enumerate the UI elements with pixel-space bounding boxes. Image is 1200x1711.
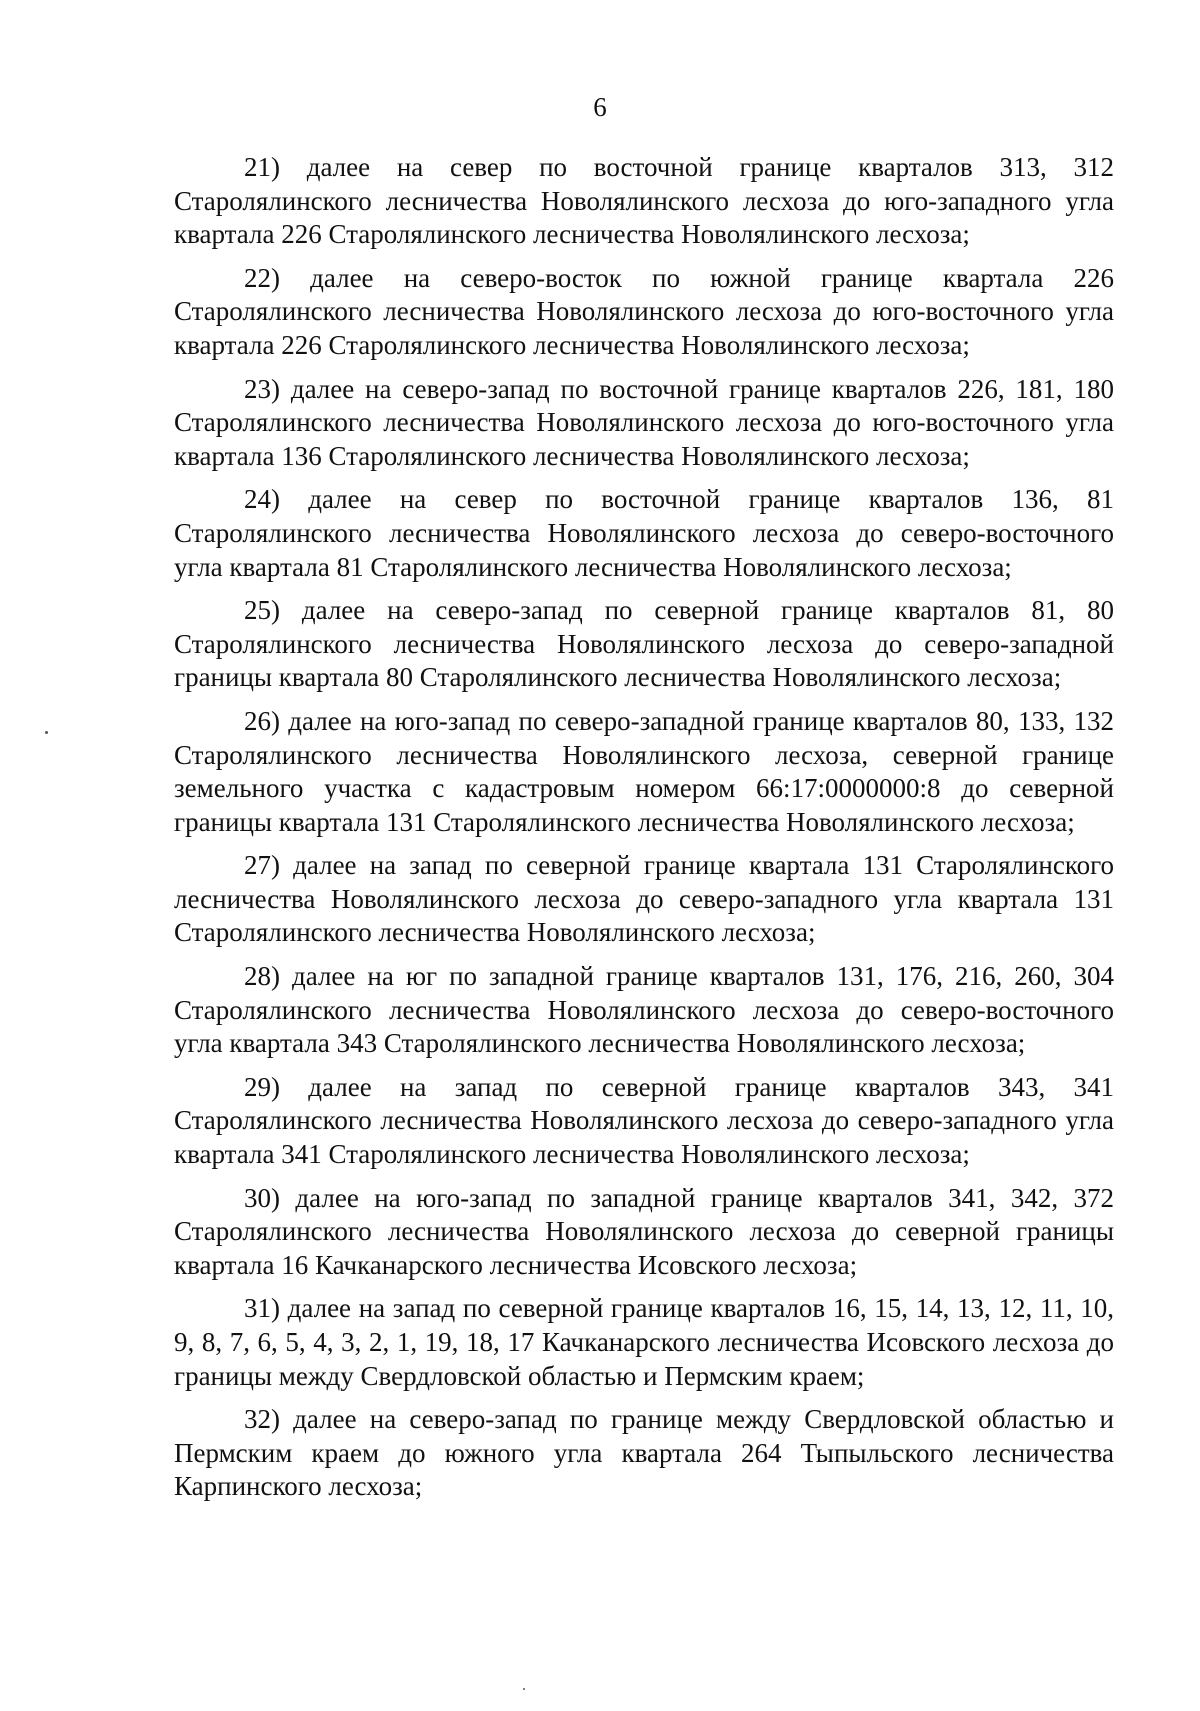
scan-speck: [523, 1688, 525, 1690]
list-item: 21) далее на север по восточной границе кварталов 313, 312 Старолялинского лесничества Новолялинского лесхоза до юго-западного угла квартала 226 Старолялинского лесничества Новолялинского лесхоза;: [174, 152, 1114, 250]
list-item: 26) далее на юго-запад по северо-западной границе кварталов 80, 133, 132 Старолялинского лесничества Новолялинского лесхоза, северной границе земельного участка с кадастровым номером 66:17:0000000:8 до северной границы квартала 131 Старолялинского лесничества Новолялинского лесхоза;: [174, 705, 1114, 837]
list-item: 27) далее на запад по северной границе квартала 131 Старолялинского лесничества Новолялинского лесхоза до северо-западного угла квартала 131 Старолялинского лесничества Новолялинского лесхоза;: [174, 850, 1114, 948]
list-item: 30) далее на юго-запад по западной границе кварталов 341, 342, 372 Старолялинского лесничества Новолялинского лесхоза до северной границы квартала 16 Качканарского лесничества Исовского лесхоза;: [174, 1182, 1114, 1280]
list-item: 28) далее на юг по западной границе кварталов 131, 176, 216, 260, 304 Старолялинского лесничества Новолялинского лесхоза до северо-восточного угла квартала 343 Старолялинского лесничества Новолялинского лесхоза;: [174, 961, 1114, 1059]
list-item: 25) далее на северо-запад по северной границе кварталов 81, 80 Старолялинского лесничества Новолялинского лесхоза до северо-западной границы квартала 80 Старолялинского лесничества Новолялинского лесхоза;: [174, 595, 1114, 693]
page-number: 6: [593, 92, 607, 122]
scan-speck: [45, 731, 48, 734]
document-body: [174, 151, 1114, 1514]
list-item: 22) далее на северо-восток по южной границе квартала 226 Старолялинского лесничества Новолялинского лесхоза до юго-восточного угла квартала 226 Старолялинского лесничества Новолялинского лесхоза;: [174, 262, 1114, 360]
list-item: 31) далее на запад по северной границе кварталов 16, 15, 14, 13, 12, 11, 10, 9, 8, 7, 6, 5, 4, 3, 2, 1, 19, 18, 17 Качканарского лесничества Исовского лесхоза до границы между Свердловской областью и Пермским краем;: [174, 1293, 1114, 1391]
list-item: 24) далее на север по восточной границе кварталов 136, 81 Старолялинского лесничества Новолялинского лесхоза до северо-восточного угла квартала 81 Старолялинского лесничества Новолялинского лесхоза;: [174, 484, 1114, 582]
list-item: 23) далее на северо-запад по восточной границе кварталов 226, 181, 180 Старолялинского лесничества Новолялинского лесхоза до юго-восточного угла квартала 136 Старолялинского лесничества Новолялинского лесхоза;: [174, 373, 1114, 471]
list-item: 29) далее на запад по северной границе кварталов 343, 341 Старолялинского лесничества Новолялинского лесхоза до северо-западного угла квартала 341 Старолялинского лесничества Новолялинского лесхоза;: [174, 1071, 1114, 1170]
list-item: 32) далее на северо-запад по границе между Свердловской областью и Пермским краем до южного угла квартала 264 Тыпыльского лесничества Карпинского лесхоза;: [174, 1404, 1114, 1502]
